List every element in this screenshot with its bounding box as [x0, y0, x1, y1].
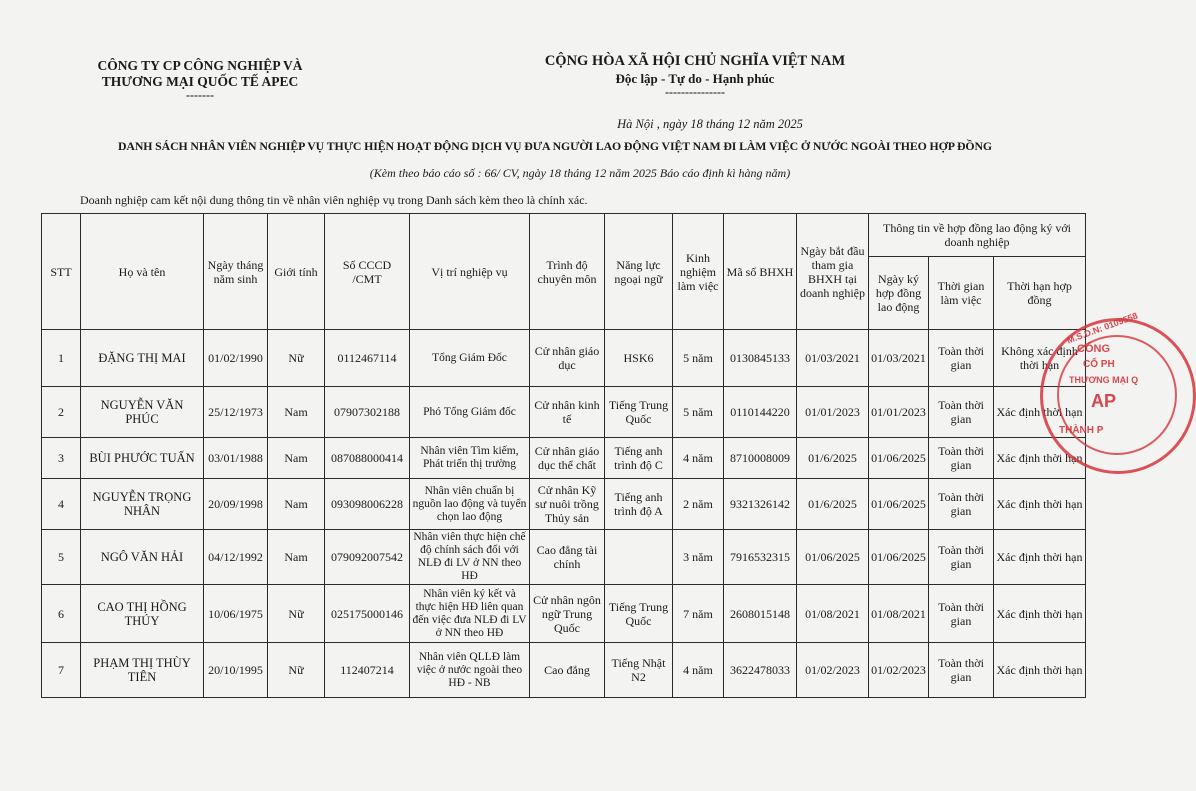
cell-gender: Nam	[268, 387, 325, 438]
cell-language: Tiếng Trung Quốc	[605, 387, 673, 438]
cell-term: Xác định thời hạn	[994, 643, 1086, 698]
table-header	[42, 214, 1086, 330]
header-language: Năng lực ngoại ngữ	[605, 214, 673, 330]
cell-bhxh-start: 01/06/2025	[797, 530, 869, 585]
seal-text: CỔ PH	[1083, 359, 1115, 370]
cell-bhxh: 9321326142	[724, 479, 797, 530]
seal-text: AP	[1091, 391, 1117, 411]
cell-position: Nhân viên thực hiện chế độ chính sách đối với NLĐ đi LV ở NN theo HĐ	[410, 530, 530, 585]
cell-dob: 25/12/1973	[204, 387, 268, 438]
cell-language	[605, 530, 673, 585]
cell-gender: Nữ	[268, 330, 325, 387]
cell-sign-date: 01/06/2025	[869, 438, 929, 479]
cell-bhxh: 0130845133	[724, 330, 797, 387]
cell-bhxh: 8710008009	[724, 438, 797, 479]
cell-term: Không xác định thời hạn	[994, 330, 1086, 387]
document-subtitle: (Kèm theo báo cáo số : 66/ CV, ngày 18 tháng 12 năm 2025 Báo cáo định kì hàng năm)	[369, 166, 791, 180]
cell-dob: 20/10/1995	[204, 643, 268, 698]
cell-work-time: Toàn thời gian	[929, 585, 994, 643]
cell-name: NGUYỄN TRỌNG NHÂN	[81, 479, 204, 530]
cell-name: ĐẶNG THỊ MAI	[81, 330, 204, 387]
staff-table	[41, 213, 1086, 698]
cell-name: CAO THỊ HỒNG THÚY	[81, 585, 204, 643]
cell-sign-date: 01/06/2025	[869, 530, 929, 585]
cell-bhxh: 3622478033	[724, 643, 797, 698]
seal-text: CÔNG	[1077, 343, 1110, 355]
table-row	[42, 643, 1086, 698]
header-gender: Giới tính	[268, 214, 325, 330]
cell-dob: 10/06/1975	[204, 585, 268, 643]
cell-id: 087088000414	[325, 438, 410, 479]
cell-position: Phó Tổng Giám đốc	[410, 387, 530, 438]
cell-stt: 1	[42, 330, 81, 387]
cell-name: BÙI PHƯỚC TUẤN	[81, 438, 204, 479]
header-stt: STT	[42, 214, 81, 330]
cell-id: 07907302188	[325, 387, 410, 438]
table-body	[42, 330, 1086, 698]
company-name-line1: CÔNG TY CP CÔNG NGHIỆP VÀ	[97, 58, 303, 73]
header-work-time: Thời gian làm việc	[929, 257, 994, 330]
cell-degree: Cử nhân giáo dục	[530, 330, 605, 387]
cell-gender: Nam	[268, 530, 325, 585]
cell-sign-date: 01/08/2021	[869, 585, 929, 643]
cell-gender: Nữ	[268, 585, 325, 643]
cell-degree: Cao đẳng	[530, 643, 605, 698]
nation-name: CỘNG HÒA XÃ HỘI CHỦ NGHĨA VIỆT NAM	[544, 53, 846, 69]
company-header	[70, 58, 330, 100]
cell-work-time: Toàn thời gian	[929, 387, 994, 438]
cell-language: Tiếng Trung Quốc	[605, 585, 673, 643]
cell-name: PHẠM THỊ THÙY TIÊN	[81, 643, 204, 698]
table-row	[42, 585, 1086, 643]
cell-experience: 4 năm	[673, 643, 724, 698]
motto-rule: ---------------	[665, 85, 725, 99]
header-bhxh: Mã số BHXH	[724, 214, 797, 330]
cell-experience: 2 năm	[673, 479, 724, 530]
cell-id: 093098006228	[325, 479, 410, 530]
cell-stt: 3	[42, 438, 81, 479]
cell-id: 0112467114	[325, 330, 410, 387]
header-id: Số CCCD /CMT	[325, 214, 410, 330]
table-row	[42, 438, 1086, 479]
date-line: Hà Nội , ngày 18 tháng 12 năm 2025	[617, 117, 803, 131]
cell-stt: 7	[42, 643, 81, 698]
cell-language: Tiếng anh trình độ C	[605, 438, 673, 479]
cell-position: Nhân viên QLLĐ làm việc ở nước ngoài theo HĐ - NB	[410, 643, 530, 698]
seal-ring-text: M.S.D.N: 0109558	[1065, 310, 1140, 346]
cell-degree: Cử nhân giáo dục thể chất	[530, 438, 605, 479]
cell-stt: 5	[42, 530, 81, 585]
cell-work-time: Toàn thời gian	[929, 530, 994, 585]
cell-bhxh-start: 01/6/2025	[797, 479, 869, 530]
cell-experience: 3 năm	[673, 530, 724, 585]
cell-language: Tiếng Nhật N2	[605, 643, 673, 698]
cell-work-time: Toàn thời gian	[929, 479, 994, 530]
cell-language: Tiếng anh trình độ A	[605, 479, 673, 530]
header-term: Thời hạn hợp đồng	[994, 257, 1086, 330]
cell-position: Tổng Giám Đốc	[410, 330, 530, 387]
cell-sign-date: 01/02/2023	[869, 643, 929, 698]
cell-bhxh-start: 01/01/2023	[797, 387, 869, 438]
cell-work-time: Toàn thời gian	[929, 330, 994, 387]
seal-text: THƯƠNG MẠI Q	[1069, 375, 1139, 385]
cell-dob: 20/09/1998	[204, 479, 268, 530]
header-bhxh-start: Ngày bắt đầu tham gia BHXH tại doanh nghiệp	[797, 214, 869, 330]
table-row	[42, 479, 1086, 530]
cell-degree: Cử nhân Kỹ sư nuôi trồng Thủy sản	[530, 479, 605, 530]
cell-id: 025175000146	[325, 585, 410, 643]
cell-position: Nhân viên Tìm kiếm, Phát triển thị trường	[410, 438, 530, 479]
cell-degree: Cử nhân ngôn ngữ Trung Quốc	[530, 585, 605, 643]
cell-id: 079092007542	[325, 530, 410, 585]
cell-bhxh-start: 01/03/2021	[797, 330, 869, 387]
header-experience: Kinh nghiệm làm việc	[673, 214, 724, 330]
table-row	[42, 330, 1086, 387]
cell-gender: Nam	[268, 438, 325, 479]
cell-id: 112407214	[325, 643, 410, 698]
cell-name: NGÔ VĂN HẢI	[81, 530, 204, 585]
cell-experience: 5 năm	[673, 330, 724, 387]
cell-name: NGUYỄN VĂN PHÚC	[81, 387, 204, 438]
cell-sign-date: 01/03/2021	[869, 330, 929, 387]
header-dob: Ngày tháng năm sinh	[204, 214, 268, 330]
cell-experience: 4 năm	[673, 438, 724, 479]
cell-bhxh-start: 01/6/2025	[797, 438, 869, 479]
cell-work-time: Toàn thời gian	[929, 643, 994, 698]
cell-dob: 01/02/1990	[204, 330, 268, 387]
cell-stt: 2	[42, 387, 81, 438]
cell-term: Xác định thời hạn	[994, 479, 1086, 530]
cell-work-time: Toàn thời gian	[929, 438, 994, 479]
cell-language: HSK6	[605, 330, 673, 387]
seal-text: THÀNH P	[1059, 425, 1104, 436]
cell-sign-date: 01/01/2023	[869, 387, 929, 438]
cell-bhxh-start: 01/02/2023	[797, 643, 869, 698]
national-motto: Độc lập - Tự do - Hạnh phúc	[615, 71, 775, 86]
cell-dob: 04/12/1992	[204, 530, 268, 585]
cell-term: Xác định thời hạn	[994, 387, 1086, 438]
cell-gender: Nữ	[268, 643, 325, 698]
company-rule: -------	[186, 88, 214, 102]
cell-bhxh-start: 01/08/2021	[797, 585, 869, 643]
header-position: Vị trí nghiệp vụ	[410, 214, 530, 330]
cell-stt: 6	[42, 585, 81, 643]
cell-experience: 7 năm	[673, 585, 724, 643]
cell-bhxh: 7916532315	[724, 530, 797, 585]
cell-gender: Nam	[268, 479, 325, 530]
header-name: Họ và tên	[81, 214, 204, 330]
cell-sign-date: 01/06/2025	[869, 479, 929, 530]
cell-degree: Cao đẳng tài chính	[530, 530, 605, 585]
commitment-statement: Doanh nghiệp cam kết nội dung thông tin về nhân viên nghiệp vụ trong Danh sách kèm theo là chính xác.	[80, 193, 588, 207]
cell-term: Xác định thời hạn	[994, 585, 1086, 643]
cell-bhxh: 0110144220	[724, 387, 797, 438]
document-title: DANH SÁCH NHÂN VIÊN NGHIỆP VỤ THỰC HIỆN HOẠT ĐỘNG DỊCH VỤ ĐƯA NGƯỜI LAO ĐỘNG VIỆT NAM ĐI LÀM VIỆC Ở NƯỚC NGOÀI THEO HỢP ĐỒNG	[118, 139, 992, 153]
table-row	[42, 530, 1086, 585]
company-name-line2: THƯƠNG MẠI QUỐC TẾ APEC	[101, 74, 299, 89]
cell-bhxh: 2608015148	[724, 585, 797, 643]
national-header	[520, 53, 870, 97]
cell-degree: Cử nhân kinh tế	[530, 387, 605, 438]
cell-stt: 4	[42, 479, 81, 530]
cell-dob: 03/01/1988	[204, 438, 268, 479]
cell-term: Xác định thời hạn	[994, 530, 1086, 585]
header-sign-date: Ngày ký hợp đồng lao động	[869, 257, 929, 330]
cell-position: Nhân viên chuẩn bị nguồn lao động và tuyển chọn lao động	[410, 479, 530, 530]
cell-experience: 5 năm	[673, 387, 724, 438]
cell-position: Nhân viên ký kết và thực hiện HĐ liên quan đến việc đưa NLĐ đi LV ở NN theo HĐ	[410, 585, 530, 643]
header-degree: Trình độ chuyên môn	[530, 214, 605, 330]
table-row	[42, 387, 1086, 438]
header-contract-group: Thông tin về hợp đồng lao động ký với doanh nghiệp	[869, 214, 1086, 257]
cell-term: Xác định thời hạn	[994, 438, 1086, 479]
